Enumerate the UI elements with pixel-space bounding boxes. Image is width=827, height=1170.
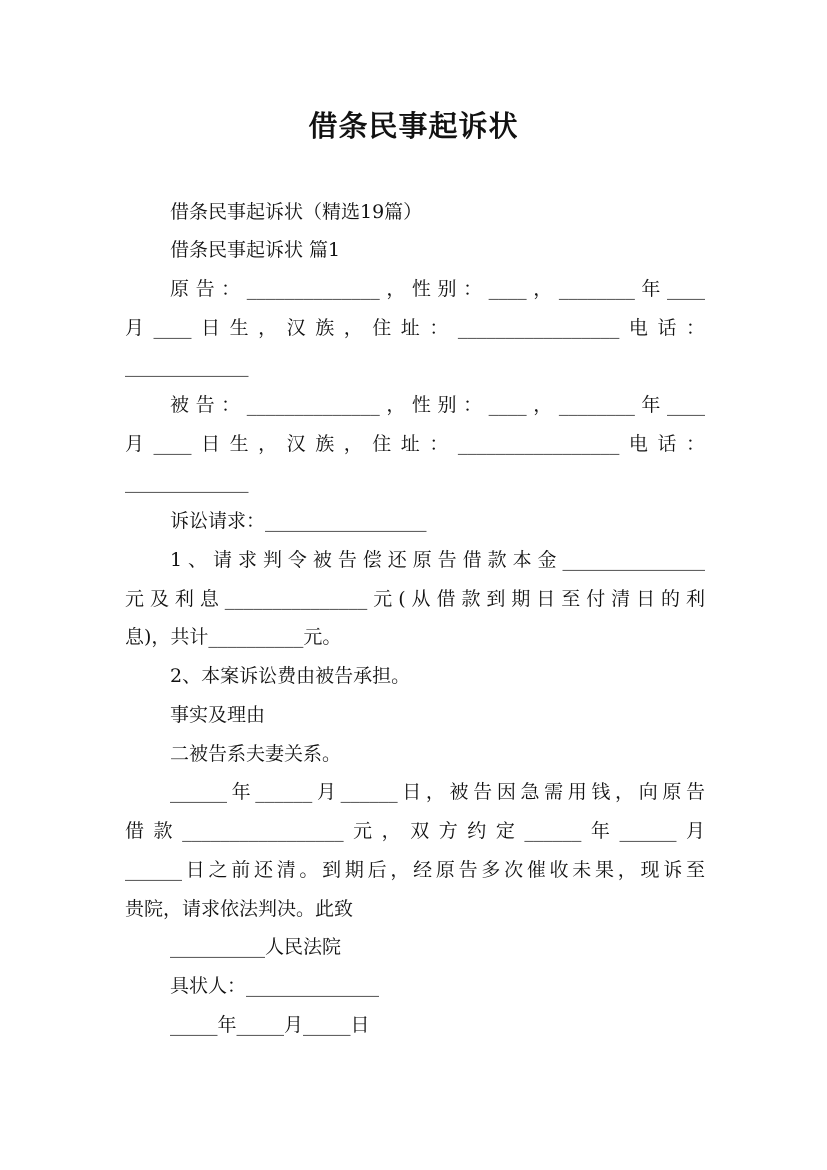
facts-line-2: ______年______月______日，被告因急需用钱，向原告 (170, 781, 705, 803)
facts-line-4: ______日之前还清。到期后，经原告多次催收未果，现诉至 (125, 859, 705, 881)
document-title: 借条民事起诉状 (308, 109, 519, 143)
claims-heading: 诉讼请求：_________________ (170, 510, 427, 532)
section-heading: 借条民事起诉状 篇1 (170, 239, 341, 261)
defendant-line-1: 被告：______________，性别：____，________年____ (170, 394, 705, 416)
claim-1-line-2: 元及利息_______________元(从借款到期日至付清日的利 (125, 588, 705, 610)
claim-2: 2、本案诉讼费由被告承担。 (170, 665, 411, 687)
plaintiff-line-3: _____________ (125, 355, 249, 377)
subtitle-line: 借条民事起诉状（精选19篇） (170, 201, 423, 223)
plaintiff-line-2: 月____日生，汉族，住址：_________________电话： (125, 317, 705, 339)
defendant-line-3: _____________ (125, 471, 249, 493)
claim-1-line-1: 1、请求判令被告偿还原告借款本金_______________ (170, 549, 705, 571)
facts-line-3: 借款_________________元，双方约定______年______月 (125, 820, 705, 842)
facts-line-5: 贵院，请求依法判决。此致 (125, 898, 354, 920)
facts-heading: 事实及理由 (170, 704, 266, 726)
signer-line: 具状人：______________ (170, 975, 380, 997)
date-line: _____年_____月_____日 (170, 1014, 370, 1036)
defendant-line-2: 月____日生，汉族，住址：_________________电话： (125, 433, 705, 455)
claim-1-line-3: 息)，共计__________元。 (125, 626, 342, 648)
court-line: __________人民法院 (170, 936, 342, 958)
plaintiff-line-1: 原告：______________，性别：____，________年____ (170, 278, 705, 300)
facts-line-1: 二被告系夫妻关系。 (170, 743, 342, 765)
